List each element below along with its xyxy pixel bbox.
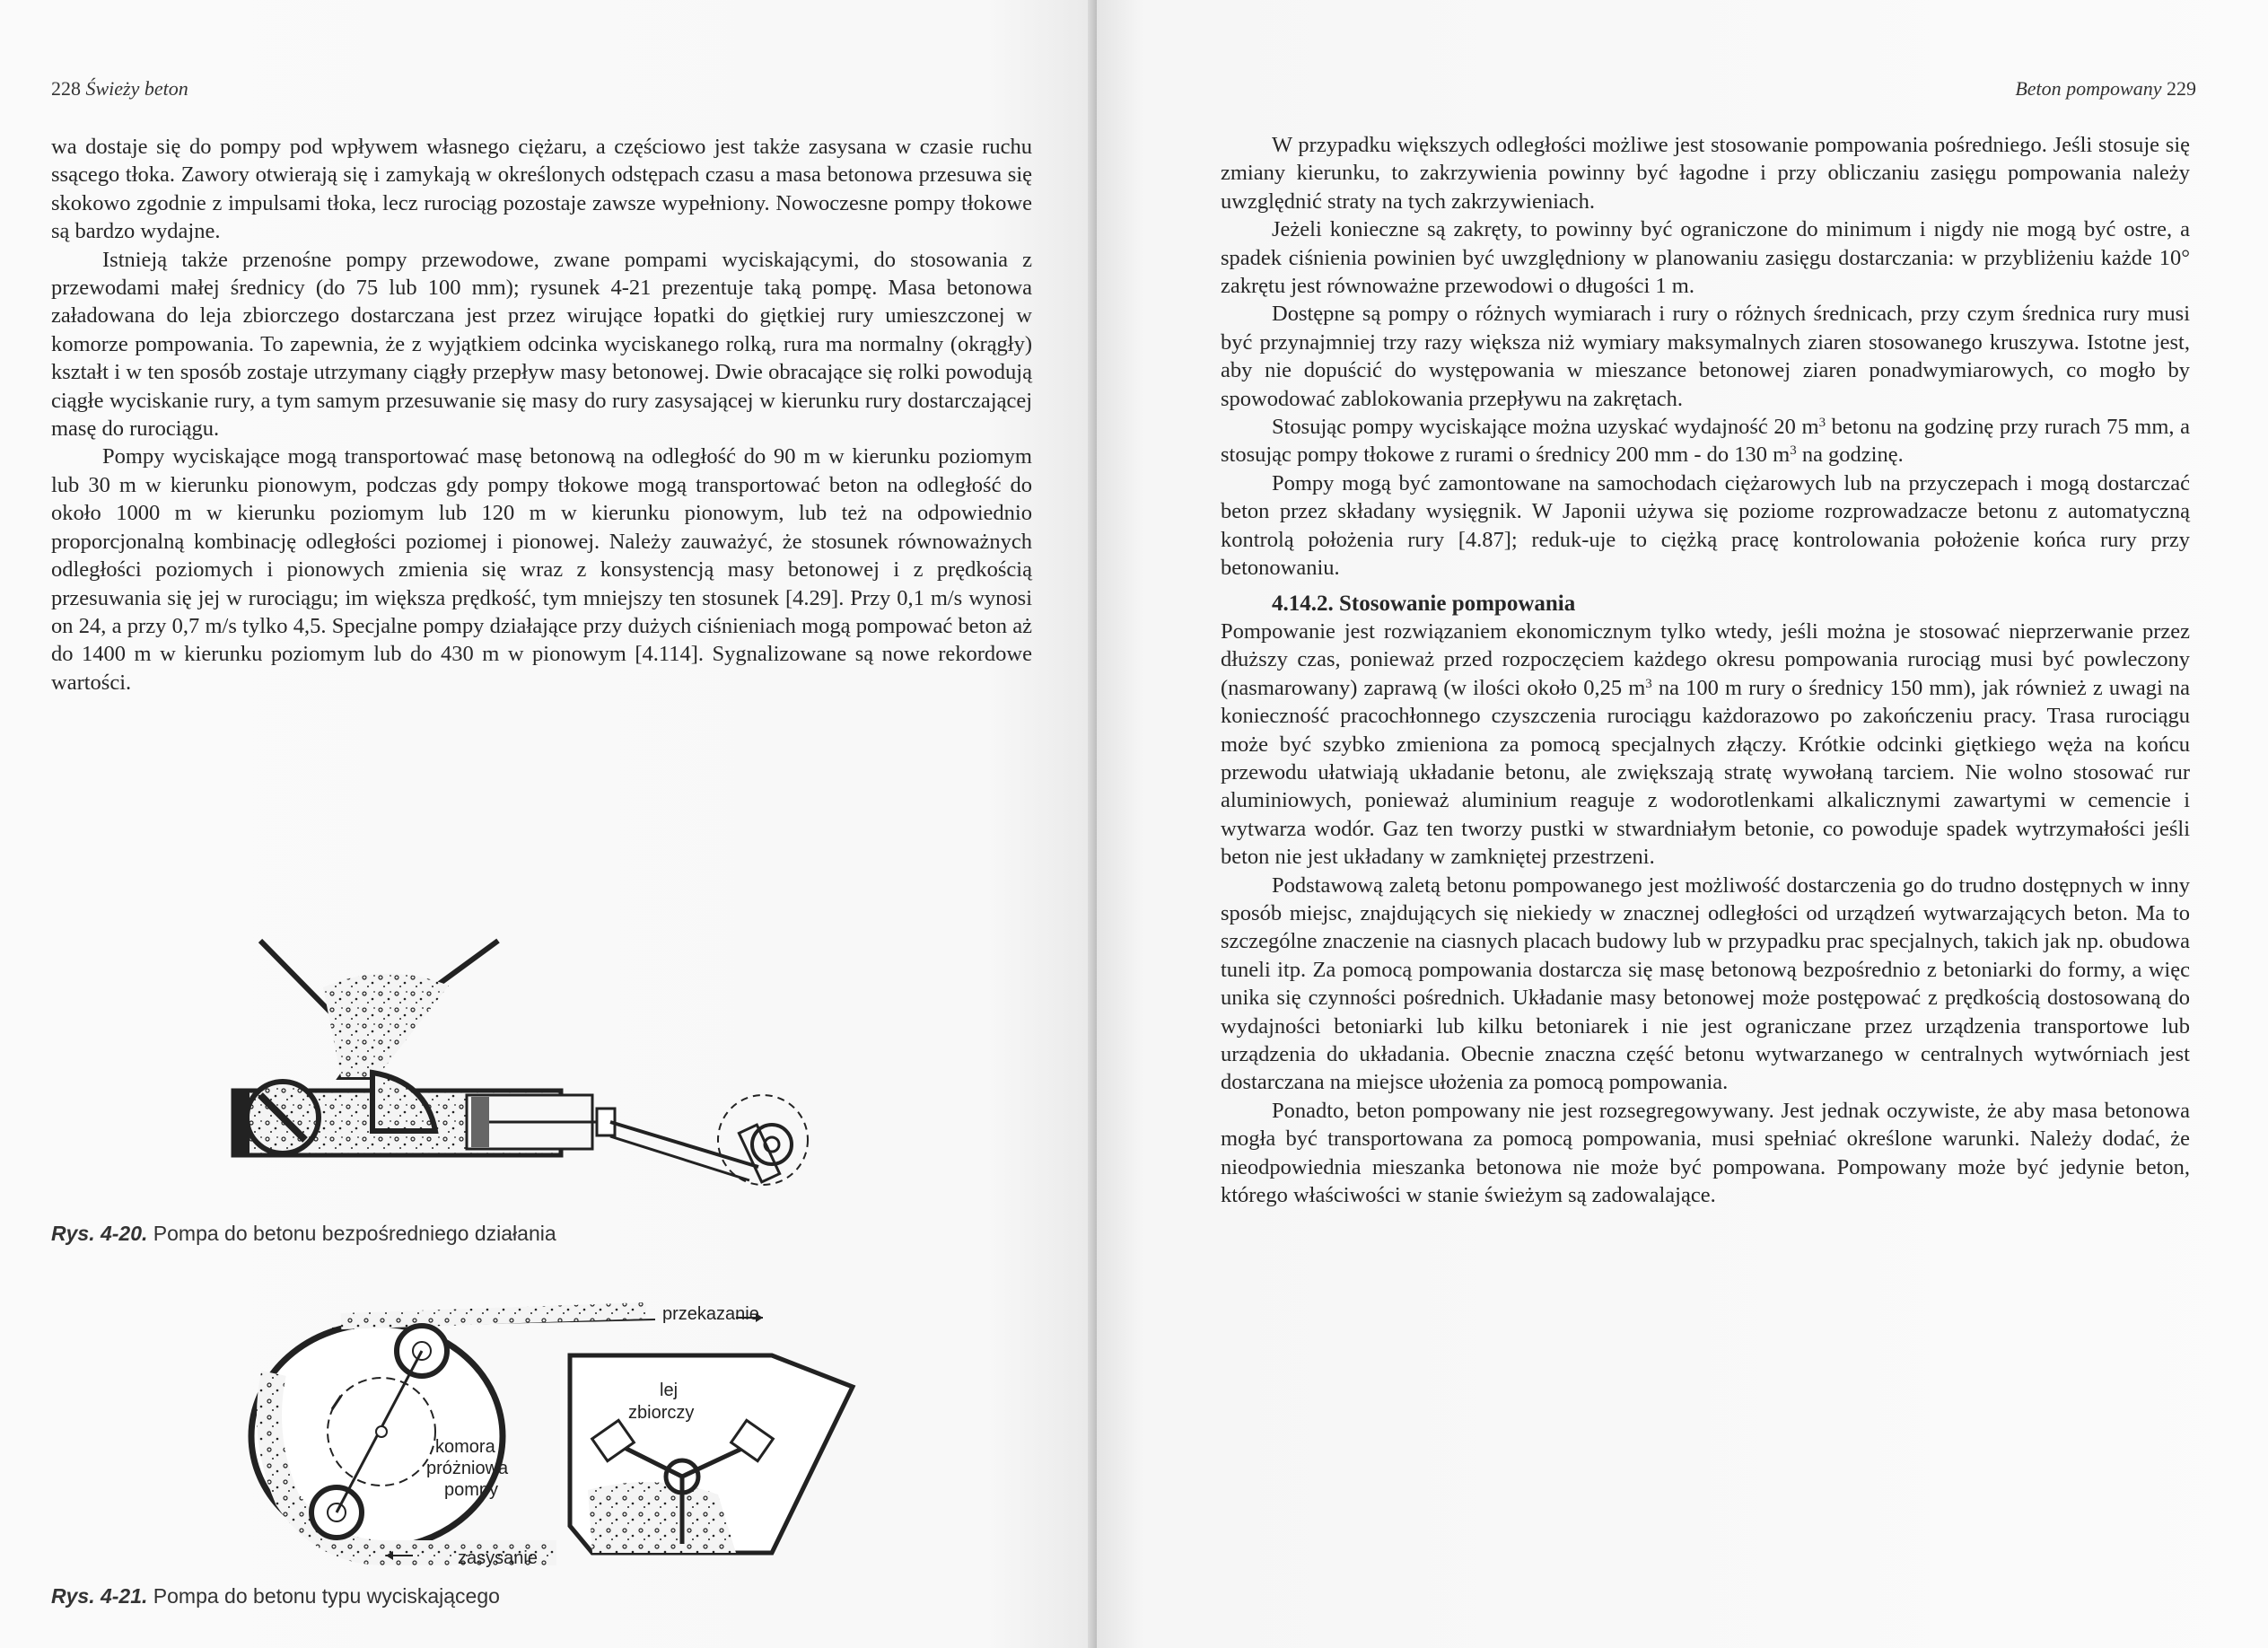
paragraph — [1221, 618, 2190, 872]
figure-4-21-caption — [51, 1584, 500, 1609]
label-zasysanie: zasysanie — [458, 1548, 538, 1568]
text-run: Pompowanie jest rozwiązaniem ekonomicznym tylko wtedy, jeśli można je stosować nieprzerwanie przez dłuższy czas, ponieważ przed rozpoczęciem każdego okresu pompowania rurociąg musi być powleczony (nasmarowany) zaprawą (w ilości około 0,25 m — [1221, 618, 2190, 700]
label-przekazanie: przekazanie — [662, 1304, 759, 1324]
left-page-number: 228 — [51, 77, 81, 100]
text-run: na godzinę. — [1796, 443, 1904, 468]
superscript: 3 — [1818, 416, 1826, 431]
text-run: betonu na godzinę przy rurach 75 mm, a stosując pompy tłokowe z rurami o średnicy 200 mm - do 130 m — [1221, 415, 2190, 468]
paragraph — [1221, 413, 2190, 469]
paragraph: Pompy wyciskające mogą transportować masę betonową na odległość do 90 m w kierunku poziomym lub 30 m w kierunku pionowym, podczas gdy pompy tłokowe mogą transportować beton na odległość do około 1000 m w kierunku poziomym lub 120 m w kierunku pionowym, lub też na odpowiednio proporcjonalną kombinację odległości poziomej i pionowej. Należy zauważyć, że stosunek równoważnych odległości poziomych i pionowych zmienia się wraz z konsystencją masy betonowej i z prędkością przesuwania się jej w rurociągu; im większa prędkość, tym mniejszy ten stosunek [4.29]. Przy 0,1 m/s wynosi on 24, a przy 0,7 m/s tylko 4,5. Specjalne pompy działające przy dużych ciśnieniach mogą pompować beton aż do 1400 m w kierunku poziomym lub do 430 m w pionowym [4.114]. Sygnalizowane są nowe rekordowe wartości. — [51, 444, 1032, 695]
paragraph: Jeżeli konieczne są zakręty, to powinny być ograniczone do minimum i nigdy nie mogą być ostre, a spadek ciśnienia powinien być uwzględniony w planowaniu zasięgu dostarczania: w przybliżeniu każde 10° zakrętu jest równoważne przewodowi o długości 1 m. — [1221, 217, 2190, 299]
right-page-number: 229 — [2167, 77, 2196, 100]
figure-number: Rys. 4-20. — [51, 1222, 148, 1245]
paragraph: wa dostaje się do pompy pod wpływem własnego ciężaru, a częściowo jest także zasysana w czasie ruchu ssącego tłoka. Zawory otwierają się i zamykają w określonych odstępach czasu a masa betonowa przesuwa się skokowo zgodnie z impulsami tłoka, lecz rurociąg pozostaje zawsze wypełniony. Nowoczesne pompy tłokowe są bardzo wydajne. — [51, 135, 1032, 244]
paragraph: Ponadto, beton pompowany nie jest rozsegregowywany. Jest jednak oczywiste, że aby masa betonowa mogła być transportowana za pomocą pompowania, musi spełniać określone warunki. Należy dodać, że nieodpowiednia mieszanka betonowa nie może być pompowana. Pompowany może być jedynie beton, którego właściwości w stanie świeżym są zadowalające. — [1221, 1098, 2190, 1208]
paragraph: W przypadku większych odległości możliwe jest stosowanie pompowania pośredniego. Jeśli stosuje się zmiany kierunku, to zakrzywienia powinny być łagodne i przy obliczaniu zasięgu pompowania należy uwzględnić straty na tych zakrzywieniach. — [1221, 133, 2190, 214]
figure-4-20-piston-pump-diagram — [215, 925, 826, 1221]
paragraph: Dostępne są pompy o różnych wymiarach i rury o różnych średnicach, przy czym średnica rury musi być przynajmniej trzy razy większa niż wymiary maksymalnych ziaren stosowanego kruszywa. Istotne jest, aby nie dopuścić do występowania w mieszance betonowej ziaren ponadwymiarowych, co mogło by spowodować zablokowania przepływu na zakrętach. — [1221, 302, 2190, 411]
text-run: na 100 m rury o średnicy 150 mm), jak również z uwagi na konieczność pracochłonnego czyszczenia rurociągu każdorazowo po zakończeniu pracy. Trasa rurociągu może być szybko zmieniona za pomocą specjalnych złączy. Krótkie odcinki giętkiego węża na końcu przewodu ułatwiają układanie betonu, ale zwiększają stratę wywołaną tarciem. Nie wolno stosować rur aluminiowych, ponieważ aluminium reaguje z wodorotlenkami alkalicznymi zawartymi w cemencie i wytwarza wodór. Gaz ten tworzy pustki w stwardniałym betonie, co powoduje spadek wytrzymałości jeśli beton nie jest układany w zamkniętej przestrzeni. — [1221, 675, 2190, 870]
right-page-header — [2015, 77, 2196, 101]
label-lej: lej — [660, 1381, 679, 1400]
superscript: 3 — [1645, 676, 1652, 691]
superscript: 3 — [1790, 443, 1797, 459]
figure-number: Rys. 4-21. — [51, 1584, 148, 1608]
figure-4-20-caption — [51, 1222, 556, 1246]
right-body-text — [1221, 131, 2190, 1209]
paragraph: Istnieją także przenośne pompy przewodowe, zwane pompami wyciskającymi, do stosowania z przewodami małej średnicy (do 75 lub 100 mm); rysunek 4-21 prezentuje taką pompę. Masa betonowa załadowana do leja zbiorczego dostarczana jest przez wirujące łopatki do giętkiej rury umieszczonej w komorze pompowania. To zapewnia, że z wyjątkiem odcinka wyciskanego rolką, rura ma normalny (okrągły) kształt i w ten sposób zostaje utrzymany ciągły przepływ masy betonowej. Dwie obracające się rolki powodują ciągłe wyciskanie rury, a tym samym przesuwanie się masy do rury zasysającej w kierunku rury dostarczającej masę do rurociągu. — [51, 247, 1032, 442]
label-komora: komora — [435, 1437, 495, 1457]
section-heading: 4.14.2. Stosowanie pompowania — [1272, 591, 1576, 616]
left-running-title: Świeży beton — [85, 77, 188, 100]
label-zbiorczy: zbiorczy — [628, 1403, 695, 1423]
figure-caption-text: Pompa do betonu bezpośredniego działania — [153, 1222, 556, 1245]
left-page — [0, 0, 1095, 1648]
label-prozniowa: próżniowa — [426, 1459, 509, 1478]
right-running-title: Beton pompowany — [2015, 77, 2162, 100]
text-run: Stosując pompy wyciskające można uzyskać wydajność 20 m — [1272, 415, 1819, 440]
paragraph: Podstawową zaletą betonu pompowanego jest możliwość dostarczenia go do trudno dostępnych w inny sposób miejsc, znajdujących się niekiedy w znacznej odległości od urządzeń wytwarzających beton. Ma to szczególne znaczenie na ciasnych placach budowy lub w przypadku prac specjalnych, takich jak np. obudowa tuneli itp. Za pomocą pompowania dostarcza się masę betonową bezpośrednio z betoniarki do formy, a więc unika się czynności pośrednich. Układanie masy betonowej może postępować z prędkością dostosowaną do wydajności betoniarki lub kilku betoniarek i nie jest ograniczane przez urządzenia transportowe lub urządzenia do układania. Obecnie znaczna część betonu wytwarzanego w centralnych wytwórniach jest dostarczana na miejsce ułożenia za pomocą pompowania. — [1221, 872, 2190, 1095]
figure-4-21-squeeze-pump-diagram — [233, 1284, 880, 1580]
left-page-header — [51, 77, 188, 101]
label-pompy: pompy — [444, 1480, 499, 1500]
left-body-text — [51, 133, 1032, 697]
paragraph: Pompy mogą być zamontowane na samochodach ciężarowych lub na przyczepach i mogą dostarczać beton przez składany wysięgnik. W Japonii używa się poziome rozprowadzacze betonu z automatyczną kontrolą położenia rury [4.87]; reduk-uje to ciężką pracę kontrolowania położenie końca rury przy betonowaniu. — [1221, 470, 2190, 581]
figure-caption-text: Pompa do betonu typu wyciskającego — [153, 1584, 500, 1608]
